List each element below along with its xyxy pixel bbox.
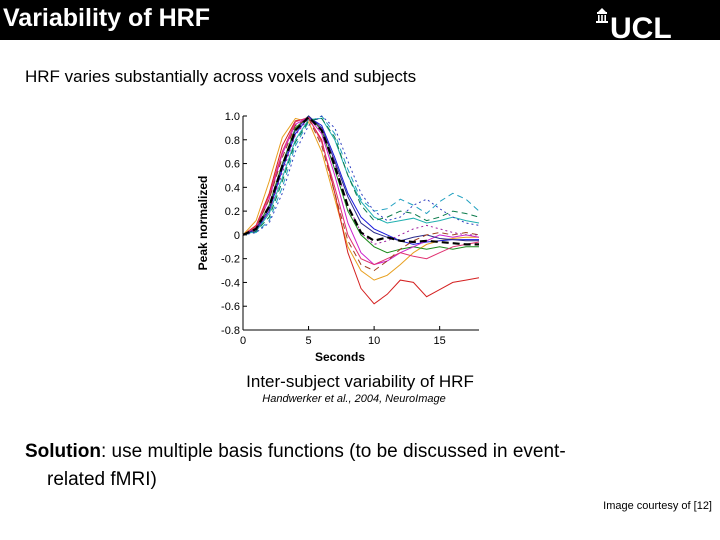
solution-text (25, 438, 685, 494)
hrf-figure (195, 108, 485, 370)
y-tick-label: -0.6 (221, 301, 240, 314)
x-tick-label: 5 (305, 335, 312, 347)
figure-caption: Inter-subject variability of HRF (246, 372, 474, 391)
y-tick-label: 0.8 (224, 134, 240, 147)
hrf-chart (195, 108, 485, 370)
y-tick-label: 0.4 (224, 182, 240, 195)
hrf-series-line (243, 117, 479, 244)
solution-line-1: : use multiple basis functions (to be discussed in event- (100, 441, 566, 462)
x-tick-label: 15 (433, 335, 446, 347)
slide-subtitle: HRF varies substantially across voxels and subjects (25, 67, 417, 86)
y-tick-label: 0 (233, 229, 240, 242)
y-tick-label: 1.0 (224, 111, 240, 123)
portico-icon (596, 8, 608, 23)
image-courtesy: Image courtesy of [12] (603, 500, 712, 512)
chart-series (243, 116, 479, 304)
y-axis-label: Peak normalized (196, 175, 210, 271)
ucl-logo (592, 6, 702, 40)
y-tick-label: -0.8 (221, 325, 240, 337)
x-tick-label: 0 (239, 335, 247, 347)
x-tick-label: 10 (367, 335, 381, 347)
y-tick-label: 0.2 (224, 206, 240, 219)
title-bar (0, 0, 720, 40)
slide-title: Variability of HRF (3, 4, 210, 32)
y-tick-label: -0.4 (221, 277, 240, 290)
y-tick-label: -0.2 (221, 253, 240, 266)
x-axis-label: Seconds (314, 350, 366, 364)
solution-label: Solution (25, 441, 101, 462)
solution-line-2: related fMRI) (47, 469, 157, 490)
y-tick-label: 0.6 (224, 158, 240, 171)
figure-citation: Handwerker et al., 2004, NeuroImage (262, 393, 446, 405)
hrf-series-line (243, 118, 479, 303)
ucl-logo-text: UCL (610, 12, 672, 40)
